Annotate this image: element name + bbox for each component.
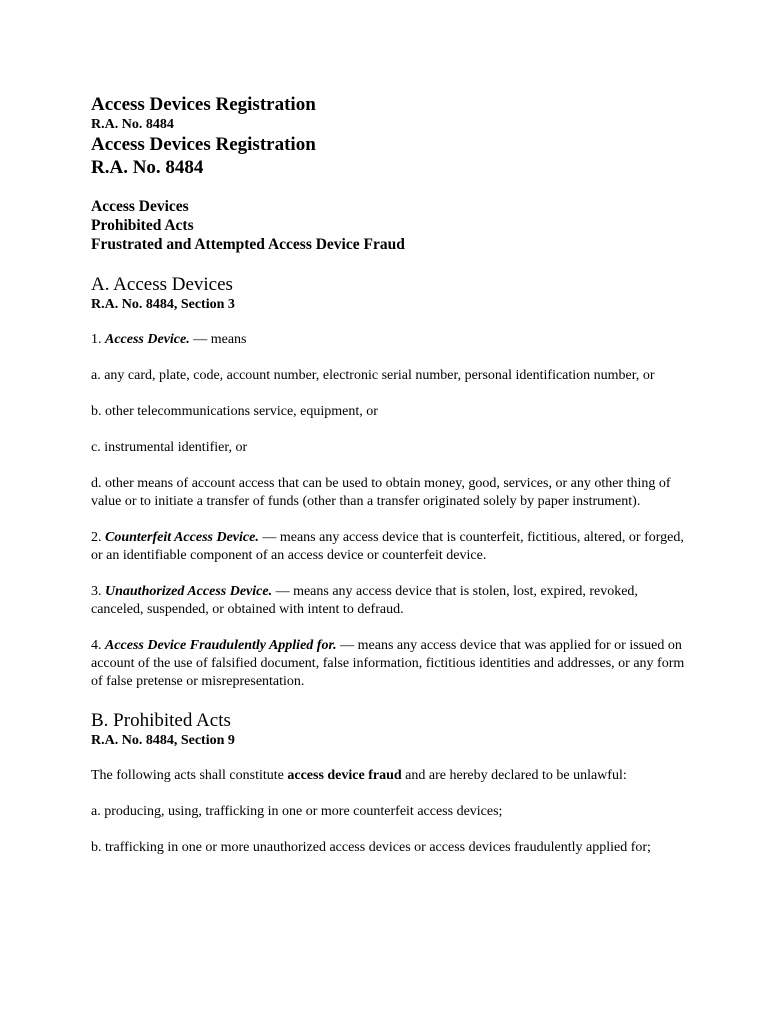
section-a-heading: A. Access Devices [91, 274, 233, 295]
list-item: a. producing, using, trafficking in one or more counterfeit access devices; [91, 804, 503, 819]
document-ra-number-large: R.A. No. 8484 [91, 157, 204, 178]
document-ra-number: R.A. No. 8484 [91, 117, 174, 132]
list-item: b. trafficking in one or more unauthorized access devices or access devices fraudulently applied for; [91, 840, 651, 855]
document-title: Access Devices Registration [91, 94, 316, 115]
toc-item-prohibited-acts: Prohibited Acts [91, 217, 194, 234]
table-of-contents [91, 197, 686, 254]
definition-access-device: 1. Access Device. — means [91, 332, 247, 347]
section-b-heading: B. Prohibited Acts [91, 710, 231, 731]
document-page [91, 93, 686, 857]
section-b-reference: R.A. No. 8484, Section 9 [91, 733, 235, 748]
list-item: a. any card, plate, code, account number, electronic serial number, personal identification number, or [91, 368, 655, 383]
document-title-repeat: Access Devices Registration [91, 134, 316, 155]
definition-fraudulently-applied: 4. Access Device Fraudulently Applied for. — means any access device that was applied for or issued on account of the use of falsified document, false information, fictitious identities and addresses, or any form of false pretense or misrepresentation. [91, 638, 685, 689]
section-b-intro: The following acts shall constitute access device fraud and are hereby declared to be unlawful: [91, 768, 627, 783]
toc-item-access-devices: Access Devices [91, 198, 189, 215]
definition-unauthorized-access-device: 3. Unauthorized Access Device. — means any access device that is stolen, lost, expired, revoked, canceled, suspended, or obtained with intent to defraud. [91, 584, 638, 617]
list-item: c. instrumental identifier, or [91, 440, 248, 455]
toc-item-frustrated-attempted: Frustrated and Attempted Access Device Fraud [91, 236, 405, 253]
definition-counterfeit-access-device: 2. Counterfeit Access Device. — means any access device that is counterfeit, fictitious, altered, or forged, or an identifiable component of an access device or counterfeit device. [91, 530, 684, 563]
list-item: b. other telecommunications service, equipment, or [91, 404, 378, 419]
list-item: d. other means of account access that can be used to obtain money, good, services, or any other thing of value or to initiate a transfer of funds (other than a transfer originated solely by paper instrument). [91, 476, 671, 509]
section-a-reference: R.A. No. 8484, Section 3 [91, 297, 235, 312]
